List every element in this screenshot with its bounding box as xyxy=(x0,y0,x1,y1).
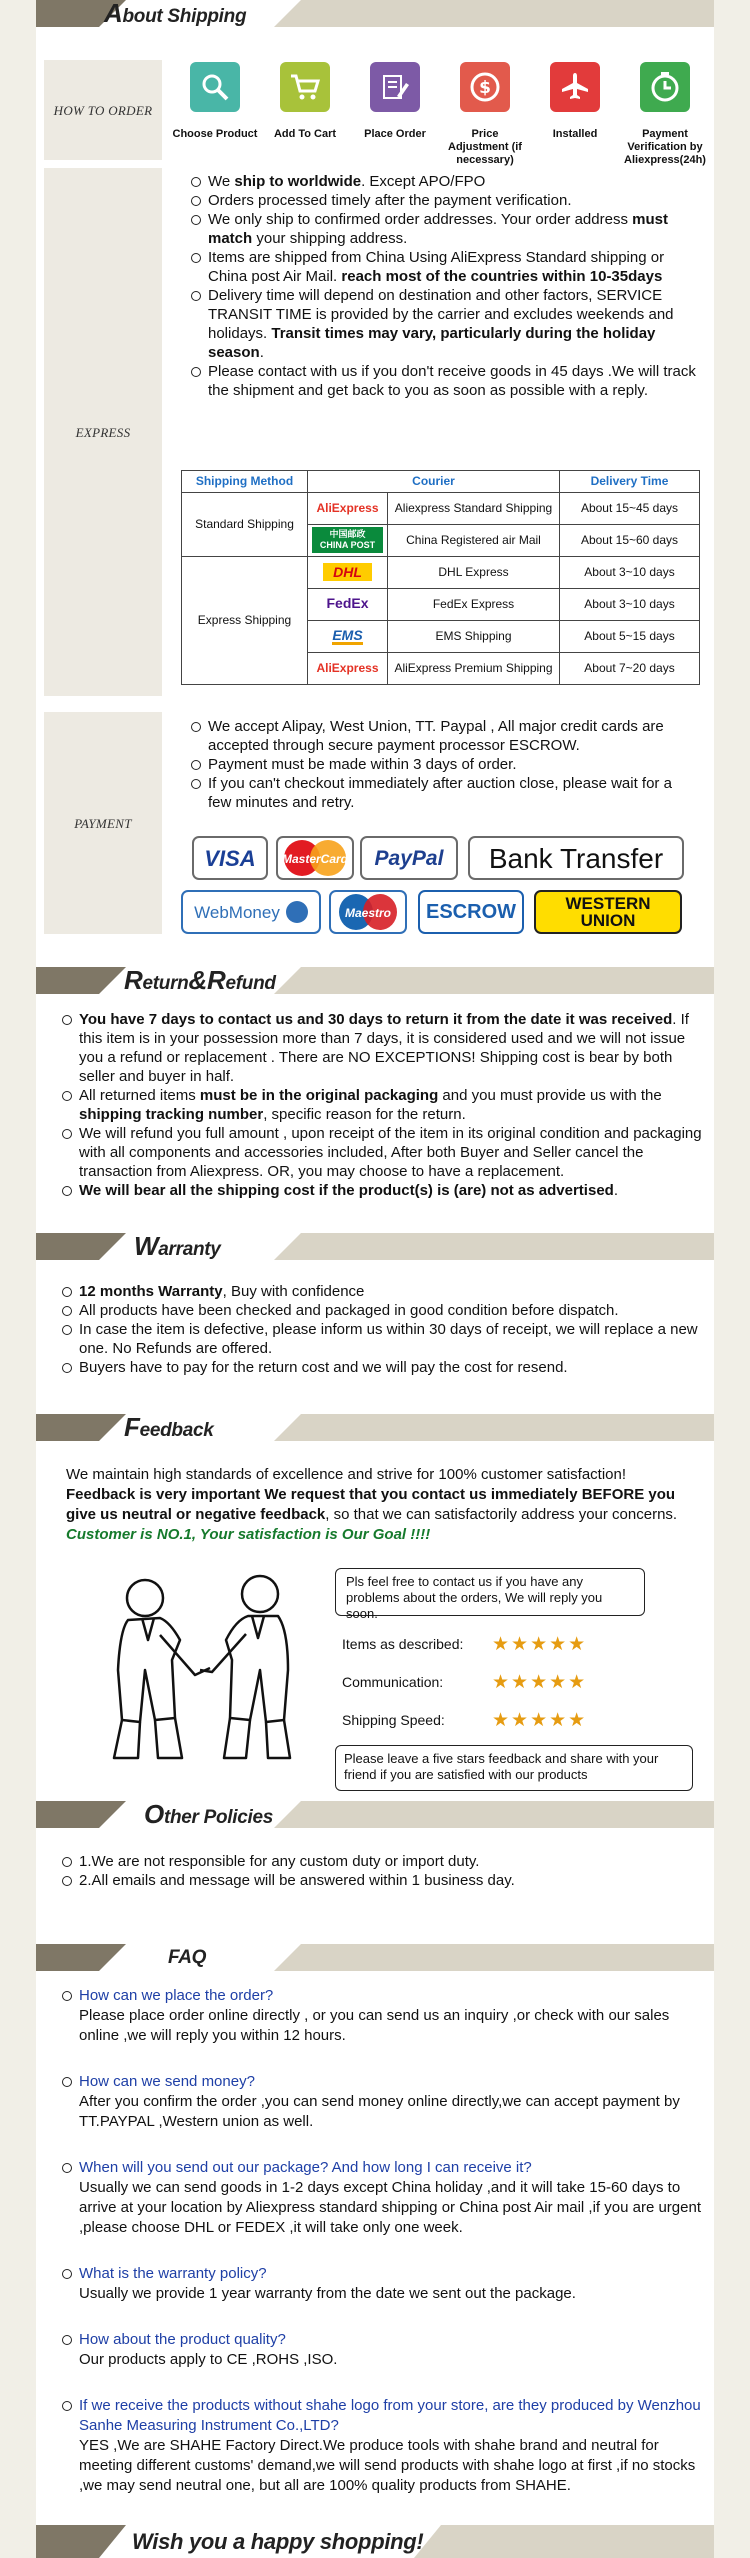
table-row: Express Shipping DHL DHL Express About 3~10 days xyxy=(182,557,700,589)
list-item: You have 7 days to contact us and 30 days to return it from the date it was received. If this item is in your possession more than 7 days, it is considered used and we will not issue you a refund or replacement . There are NO EXCEPTIONS! Shipping cost is bear by both seller and buyer in half. xyxy=(62,1010,702,1086)
faq-item: How can we send money? After you confirm the order ,you can send money online directly,we can accept payment by TT.PAYPAL ,Western union as well. xyxy=(62,2072,702,2132)
bank-transfer-badge: Bank Transfer xyxy=(468,836,684,880)
list-item: Payment must be made within 3 days of order. xyxy=(191,755,699,774)
list-item: 1.We are not responsible for any custom duty or import duty. xyxy=(62,1852,702,1871)
clock-icon xyxy=(640,62,690,112)
order-steps xyxy=(172,62,714,166)
ems-logo: EMS xyxy=(308,621,388,653)
svg-text:$: $ xyxy=(479,78,491,98)
dollar-icon xyxy=(460,62,510,112)
faq-item: What is the warranty policy? Usually we provide 1 year warranty from the date we sent out the package. xyxy=(62,2264,702,2304)
list-item: All returned items must be in the original packaging and you must provide us with the shipping tracking number, specific reason for the return. xyxy=(62,1086,702,1124)
list-item: Buyers have to pay for the return cost and we will pay the cost for resend. xyxy=(62,1358,702,1377)
handshake-illustration xyxy=(100,1560,310,1770)
step-place-order: Place Order xyxy=(352,62,438,162)
feedback-banner xyxy=(36,1414,714,1441)
other-policies-banner xyxy=(36,1801,714,1828)
list-item: We will bear all the shipping cost if the product(s) is (are) not as advertised. xyxy=(62,1181,702,1200)
faq-list xyxy=(62,1986,702,2496)
return-refund-banner xyxy=(36,967,714,994)
list-item: Please contact with us if you don't receive goods in 45 days .We will track the shipment and get back to you as soon as possible with a reply. xyxy=(191,362,699,400)
faq-item: How can we place the order? Please place order online directly , or you can send us an inquiry ,or check with our sales online ,we will reply you within 12 hours. xyxy=(62,1986,702,2046)
list-item: Delivery time will depend on destination and other factors, SERVICE TRANSIT TIME is provided by the carrier and excludes weekends and holidays. Transit times may vary, particularly during the holiday season. xyxy=(191,286,699,362)
faq-item: How about the product quality? Our products apply to CE ,ROHS ,ISO. xyxy=(62,2330,702,2370)
about-shipping-banner xyxy=(36,0,714,27)
escrow-badge: ESCROW xyxy=(418,890,524,934)
star-rating-icon: ★★★★★ xyxy=(492,1633,588,1655)
list-item: We ship to worldwide. Except APO/FPO xyxy=(191,172,699,191)
western-union-badge: WESTERN UNION xyxy=(534,890,682,934)
list-item: Items are shipped from China Using AliExpress Standard shipping or China post Air Mail. reach most of the countries within 10-35days xyxy=(191,248,699,286)
footer-banner xyxy=(36,2525,714,2558)
contact-note-box: Pls feel free to contact us if you have any problems about the orders, We will reply you soon. xyxy=(335,1568,645,1616)
paypal-badge: PayPal xyxy=(360,836,458,880)
faq-title: FAQ xyxy=(168,1947,207,1968)
step-installed: Installed xyxy=(532,62,618,162)
list-item: Orders processed timely after the payment verification. xyxy=(191,191,699,210)
footer-title: Wish you a happy shopping! xyxy=(132,2529,424,2554)
star-rating-icon: ★★★★★ xyxy=(492,1709,588,1731)
payment-label: PAYMENT xyxy=(44,712,162,934)
aliexpress-logo: AliExpress xyxy=(308,493,388,525)
fedex-logo: FedEx xyxy=(308,589,388,621)
table-row: 中国邮政 CHINA POST China Registered air Mail About 15~60 days xyxy=(182,525,700,557)
star-rating-icon: ★★★★★ xyxy=(492,1671,588,1693)
list-item: 12 months Warranty, Buy with confidence xyxy=(62,1282,702,1301)
express-bullets xyxy=(191,172,699,400)
warranty-bullets xyxy=(62,1282,702,1377)
shipping-table xyxy=(181,470,700,685)
mastercard-badge: MasterCard xyxy=(276,836,354,880)
other-policies-title: Other Policies xyxy=(144,1799,274,1829)
list-item: We only ship to confirmed order addresses. Your order address must match your shipping address. xyxy=(191,210,699,248)
feedback-text: We maintain high standards of excellence and strive for 100% customer satisfaction! Feedback is very important We request that you contact us immediately BEFORE you give us neutral or negative feedback, so that we can satisfactorily address your concerns. Customer is NO.1, Your satisfaction is Our Goal !!!! xyxy=(66,1466,678,1543)
table-header-row: Shipping Method Courier Delivery Time xyxy=(182,471,700,493)
feedback-title: Feedback xyxy=(124,1412,214,1442)
how-to-order-label: HOW TO ORDER xyxy=(44,60,162,160)
maestro-badge: Maestro xyxy=(329,890,407,934)
step-add-to-cart: Add To Cart xyxy=(262,62,348,162)
return-bullets xyxy=(62,1010,702,1200)
payment-bullets xyxy=(191,717,699,812)
list-item: We will refund you full amount , upon receipt of the item in its original condition and packaging with all components and accessories included, After both Buyer and Seller cancel the transaction from Aliexpress. OR, you may choose to have a replacement. xyxy=(62,1124,702,1181)
step-payment-verification: Payment Verification by Aliexpress(24h) xyxy=(622,62,708,162)
express-label: EXPRESS xyxy=(44,168,162,696)
return-refund-title: Return&Refund xyxy=(124,965,276,995)
warranty-banner xyxy=(36,1233,714,1260)
airplane-icon xyxy=(550,62,600,112)
step-price-adjustment: $ Price Adjustment (if necessary) xyxy=(442,62,528,162)
list-item: If you can't checkout immediately after auction close, please wait for a few minutes and retry. xyxy=(191,774,699,812)
rating-row: Items as described: ★★★★★ xyxy=(342,1633,588,1655)
visa-badge: VISA xyxy=(192,836,268,880)
list-item: We accept Alipay, West Union, TT. Paypal , All major credit cards are accepted through secure payment processor ESCROW. xyxy=(191,717,699,755)
list-item: All products have been checked and packaged in good condition before dispatch. xyxy=(62,1301,702,1320)
china-post-logo: 中国邮政 CHINA POST xyxy=(308,525,388,557)
ratings xyxy=(342,1625,642,1739)
aliexpress-logo: AliExpress xyxy=(308,653,388,685)
pencil-icon xyxy=(370,62,420,112)
step-choose-product: Choose Product xyxy=(172,62,258,162)
table-row: EMS EMS Shipping About 5~15 days xyxy=(182,621,700,653)
faq-item: If we receive the products without shahe logo from your store, are they produced by Wenzhou Sanhe Measuring Instrument Co.,LTD? YES ,We are SHAHE Factory Direct.We produce tools with shahe brand and neutral for meeting different customs' demand,we will send products with shahe logo at first ,if no stocks ,we may send neutral one, but all are 100% quality products from SHAHE. xyxy=(62,2396,702,2496)
faq-banner xyxy=(36,1944,714,1971)
dhl-logo: DHL xyxy=(308,557,388,589)
list-item: In case the item is defective, please inform us within 30 days of receipt, we will replace a new one. No Refunds are offered. xyxy=(62,1320,702,1358)
globe-icon xyxy=(286,901,308,923)
rating-row: Shipping Speed: ★★★★★ xyxy=(342,1709,588,1731)
warranty-title: Warranty xyxy=(134,1231,221,1261)
five-star-request-box: Please leave a five stars feedback and share with your friend if you are satisfied with our products xyxy=(335,1745,693,1791)
webmoney-badge: WebMoney xyxy=(181,890,321,934)
faq-item: When will you send out our package? And how long I can receive it? Usually we can send goods in 1-2 days except China holiday ,and it will take 15-60 days to arrive at your location by Aliexpress standard shipping or China post Air mail ,if you are urgent ,please choose DHL or FEDEX ,it will take only one week. xyxy=(62,2158,702,2238)
list-item: 2.All emails and message will be answered within 1 business day. xyxy=(62,1871,702,1890)
magnifier-icon xyxy=(190,62,240,112)
about-shipping-title: About Shipping xyxy=(104,0,247,28)
table-row: Standard Shipping AliExpress Aliexpress Standard Shipping About 15~45 days xyxy=(182,493,700,525)
table-row: AliExpress AliExpress Premium Shipping About 7~20 days xyxy=(182,653,700,685)
table-row: FedEx FedEx Express About 3~10 days xyxy=(182,589,700,621)
rating-row: Communication: ★★★★★ xyxy=(342,1671,588,1693)
cart-icon xyxy=(280,62,330,112)
other-policies-bullets xyxy=(62,1852,702,1890)
